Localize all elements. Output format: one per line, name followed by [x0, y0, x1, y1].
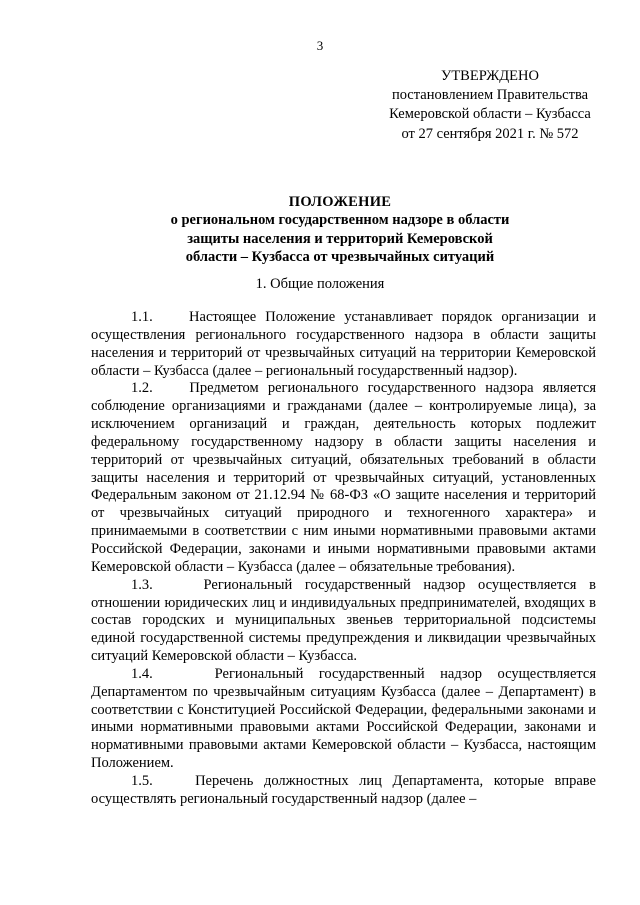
paragraph-1-5: [91, 773, 596, 809]
paragraph-number: 1.2.: [131, 380, 153, 397]
approval-line-date: от 27 сентября 2021 г. № 572: [401, 125, 579, 142]
document-title: [60, 193, 620, 267]
section-heading: 1. Общие положения: [255, 276, 385, 292]
paragraph-1-1: [91, 309, 596, 380]
approval-line-approved: УТВЕРЖДЕНО: [441, 68, 539, 84]
paragraph-text: Предметом регионального государственного надзора является соблюдение организациями и гражданами (далее – контролируемые лица), за исключением организаций и граждан, деятельность которых подлежит федеральному государственному надзору в области защиты населения и территорий от чрезвычайных ситуаций, обязательных требований в области защиты населения и территорий от чрезвычайных ситуаций, установленных Федеральным законом от 21.12.94 № 68-ФЗ «О защите населения и территорий от чрезвычайных ситуаций природного и техногенного характера» и принимаемыми в соответствии с ним иными нормативными правовыми актами Российской Федерации, законами и иными нормативными правовыми актами Кемеровской области – Кузбасса (далее – обязательные требования).: [91, 380, 596, 575]
paragraph-1-4: [91, 666, 596, 773]
paragraph-number: 1.5.: [131, 772, 153, 789]
approval-stamp: [372, 67, 608, 144]
paragraph-1-2: [91, 380, 596, 576]
paragraph-text: Региональный государственный надзор осуществляется в отношении юридических лиц и индивидуальных предпринимателей, входящих в состав городских и муниципальных звеньев территориальной подсистемы единой государственной системы предупреждения и ликвидации чрезвычайных ситуаций Кемеровской области – Кузбасса.: [91, 576, 597, 665]
paragraph-number: 1.4.: [131, 665, 153, 682]
title-subtitle-line-1: о региональном государственном надзоре в области: [170, 212, 510, 229]
title-subtitle-line-2: защиты населения и территорий Кемеровской: [187, 230, 493, 247]
page-number: 3: [316, 38, 324, 53]
document-body: [91, 309, 596, 809]
title-subtitle-line-3: области – Кузбасса от чрезвычайных ситуаций: [185, 249, 495, 266]
paragraph-text: Настоящее Положение устанавливает порядок организации и осуществления регионального государственного надзора в области защиты населения и территорий от чрезвычайных ситуаций на территории Кемеровской области – Кузбасса (далее – региональный государственный надзор).: [91, 309, 597, 379]
paragraph-text: Перечень должностных лиц Департамента, которые вправе осуществлять региональный государственный надзор (далее –: [91, 772, 596, 807]
paragraph-number: 1.1.: [131, 309, 153, 325]
approval-line-region: Кемеровской области – Кузбасса: [389, 106, 591, 123]
paragraph-number: 1.3.: [131, 576, 153, 593]
paragraph-text: Региональный государственный надзор осуществляется Департаментом по чрезвычайным ситуациям Кузбасса (далее – Департамент) в соответствии с Конституцией Российской Федерации, федеральными законами и иными нормативными правовыми актами Российской Федерации, законами и нормативными правовыми актами Кемеровской области – Кузбасса, настоящим Положением.: [91, 665, 596, 772]
paragraph-1-3: [91, 577, 596, 666]
title-main: ПОЛОЖЕНИЕ: [288, 194, 392, 210]
approval-line-decree: постановлением Правительства: [391, 87, 589, 104]
